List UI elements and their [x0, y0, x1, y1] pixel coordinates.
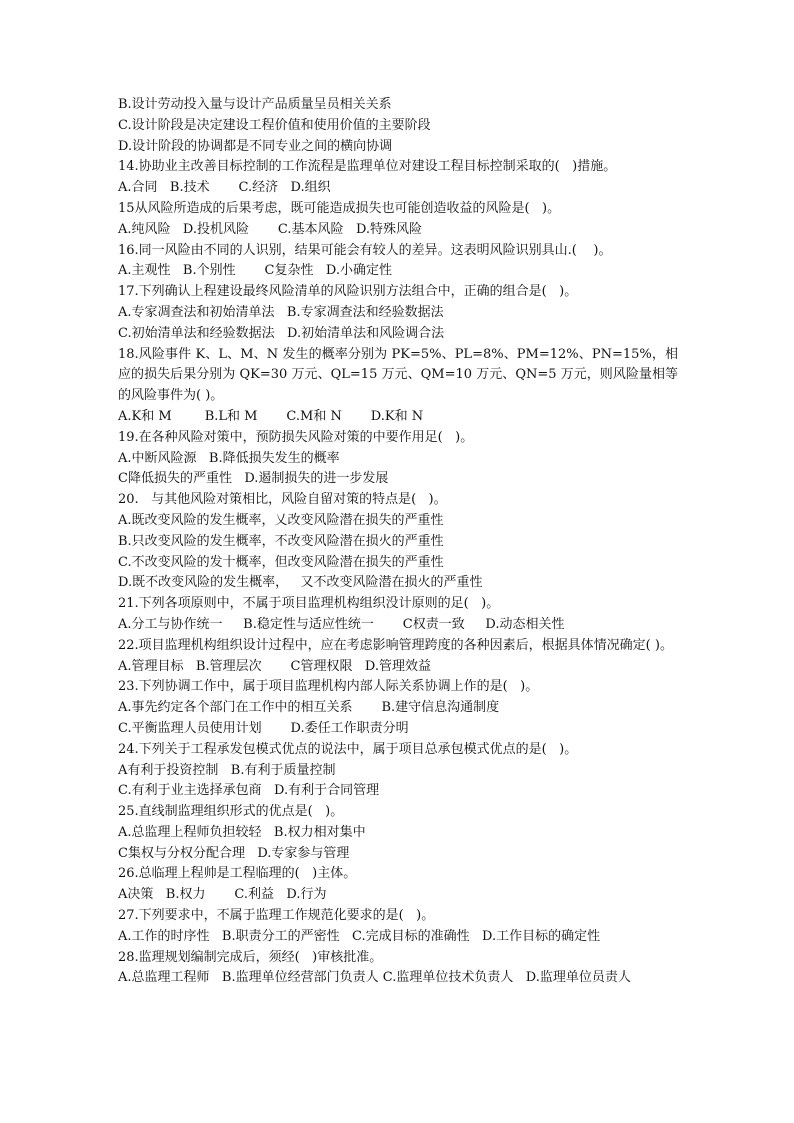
option-20-d: D.既不改变风险的发生概率， 又不改变风险潜在损火的严重性 — [118, 575, 483, 591]
options-21: A.分工与协作统一 B.稳定性与适应性统一 C权责一致 D.动态相关性 — [118, 616, 565, 632]
question-23: 23.下列协调工作中，属于项目监理机构内部人际关系协调上作的是( )。 — [118, 679, 539, 695]
options-15: A.纯风险 D.投机风险 C.基本风险 D.特殊风险 — [118, 221, 423, 237]
question-26: 26.总临理上程帅是工程临理的( )主体。 — [118, 866, 357, 882]
question-28: 28.监理规划编制完成后，须经( )审核批准。 — [118, 949, 383, 965]
options-24-cd: C.有利于业主选择承包商 D.有利于合同管理 — [118, 783, 380, 799]
options-26: A决策 B.权力 C.利益 D.行为 — [118, 887, 327, 903]
question-list — [118, 95, 678, 989]
question-20: 20. 与其他风险对策相比，风险自留对策的特点是( )。 — [118, 492, 447, 508]
options-22: A.管理目标 B.管理层次 C管理权限 D.管理效益 — [118, 658, 431, 674]
options-23-cd: C.平衡监理人员使用计划 D.委任工作职责分明 — [118, 720, 409, 736]
options-17-ab: A.专家凋查法和初始清单法 B.专家凋查法和经验数据法 — [118, 304, 444, 320]
option-line: C.设计阶段是决定建设工程价值和使用价值的主要阶段 — [118, 117, 431, 133]
question-19: 19.在各种风险对策中，预防损失风险对策的中要作用足( )。 — [118, 429, 474, 445]
question-15: 15从风险所造成的后果考虑，既可能造成损失也可能创造收益的风险是( )。 — [118, 200, 561, 216]
option-line: B.设计劳动投入量与设计产品质量呈员相关关系 — [118, 97, 392, 112]
question-24: 24.下列关于工程承发包模式优点的说法中，属于项目总承包模式优点的是( )。 — [118, 741, 578, 757]
question-17: 17.下列确认上程建设最终风险清单的风险识别方法组合中，正确的组合是( )。 — [118, 284, 578, 300]
options-18: A.K和 M B.L和 M C.M和 N D.K和 N — [118, 408, 424, 424]
options-14: A.合同 B.技术 C.经济 D.组织 — [118, 180, 331, 196]
options-25-ab: A.总监理上程师负担较轻 B.权力相对集中 — [118, 824, 366, 840]
question-21: 21.下列各项原则中，不属于项目监理机构组织没计原则的足( )。 — [118, 596, 500, 612]
options-27: A.工作的时序性 B.职责分工的严密性 C.完成目标的准确性 D.工作目标的确定性 — [118, 928, 601, 944]
question-18: 18.风险事件 K、L、M、N 发生的概率分别为 PK=5%、PL=8%、PM=12%、PN=15%，相应的损失后果分别为 QK=30 万元、QL=15 万元、QM=10 万元、QN=5 万元，则风险量相等的风险事件为( )。 — [118, 346, 678, 404]
question-22: 22.项目监理机构组织设计过程中，应在考虑影响管理跨度的各种因素后，根据具体情况确定( )。 — [118, 637, 673, 653]
option-20-a: A.既改变风险的发生概率，乂改变风险潜在损失的严重性 — [118, 512, 444, 528]
options-17-cd: C.初始清单法和经验数据法 D.初始清单法和风险调合法 — [118, 325, 445, 341]
option-line: D.设计阶段的协调都是不同专业之间的横向协调 — [118, 138, 393, 154]
options-24-ab: A有利于投资控制 B.有利于质量控制 — [118, 762, 336, 778]
options-19-cd: C降低损失的严重性 D.遏制损失的进一步发展 — [118, 471, 389, 487]
options-25-cd: C集权与分权分配合理 D.专家参与管理 — [118, 845, 350, 861]
options-16: A.主观性 B.个别性 C复杂性 D.小确定性 — [118, 263, 392, 279]
options-23-ab: A.事先约定各个部门在工作中的相互关系 B.建守信息沟通制度 — [118, 700, 500, 716]
question-16: 16.同一风险由不同的人识别，结果可能会有较人的差异。这表明风险识别具山.( )。 — [118, 242, 612, 258]
question-25: 25.直线制监理组织形式的优点是( )。 — [118, 804, 344, 820]
question-14: 14.协助业主改善目标控制的工作流程是监理单位对建设工程目标控制采取的( )措施。 — [118, 159, 617, 175]
question-27: 27.下列要求中，不属于监理工作规范化要求的是( )。 — [118, 908, 435, 924]
options-19-ab: A.中断风险源 B.降低损失发生的概率 — [118, 450, 340, 466]
option-20-b: B.只改变风险的发生概率，不改变风险潜在损火的严重性 — [118, 533, 444, 549]
option-20-c: C.不改变风险的发十概率，但改变风险潜在损失的严重性 — [118, 554, 444, 570]
options-28: A.总监理工程师 B.监理单位经营部门负责人 C.监理单位技术负责人 D.监理单位员责人 — [118, 970, 631, 986]
